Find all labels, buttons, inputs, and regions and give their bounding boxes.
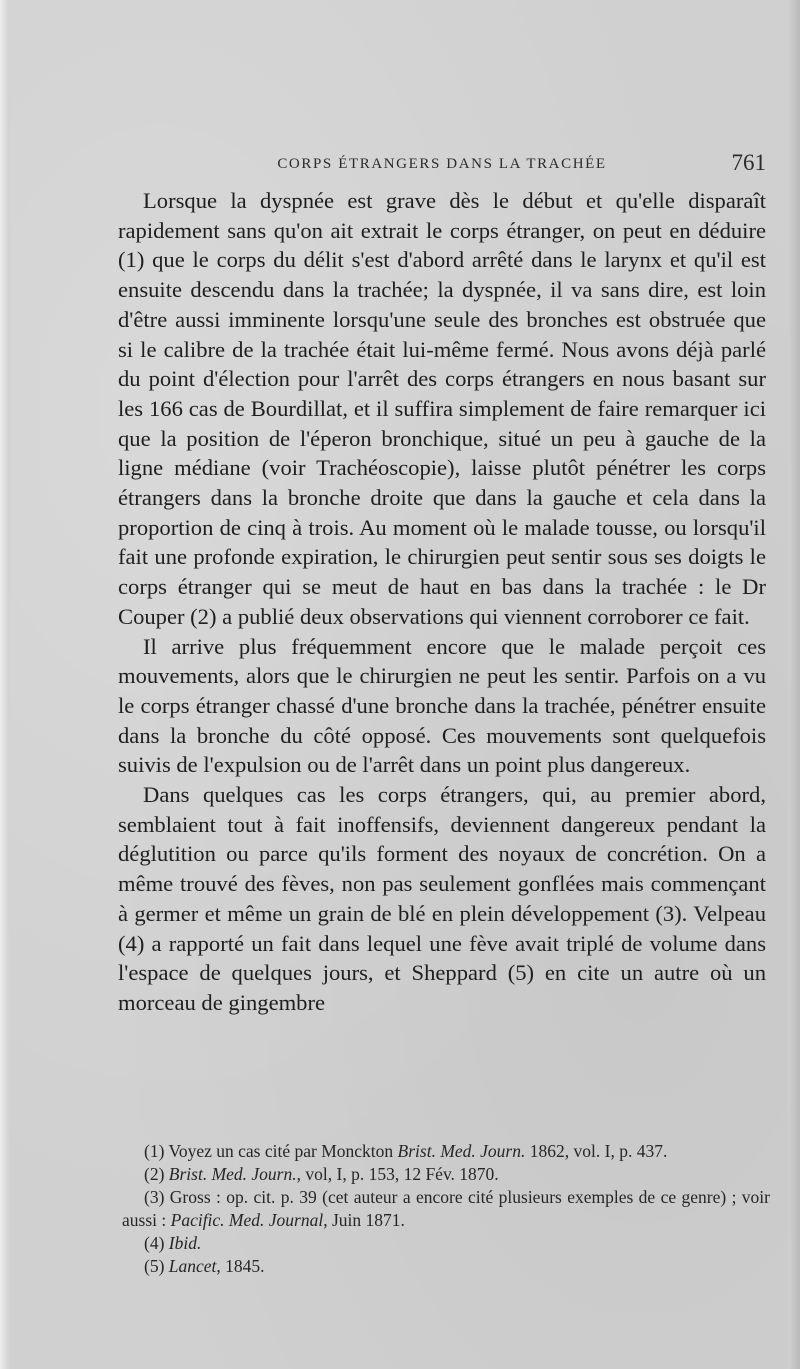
footnote-citation: Brist. Med. Journ. bbox=[168, 1164, 297, 1184]
footnote-text: , Juin 1871. bbox=[323, 1210, 405, 1230]
footnote-text: 1862, vol. I, p. 437. bbox=[525, 1141, 668, 1161]
footnote bbox=[122, 1163, 770, 1186]
footnote-citation: Ibid. bbox=[168, 1233, 202, 1253]
footnote-citation: Brist. Med. Journ. bbox=[397, 1141, 526, 1161]
footnote-number: (5) bbox=[144, 1256, 165, 1276]
footnote-text: , 1845. bbox=[216, 1256, 265, 1276]
footnote-text: Voyez un cas cité par Monckton bbox=[168, 1141, 398, 1161]
footnote-number: (1) bbox=[144, 1141, 165, 1161]
running-head bbox=[118, 150, 766, 178]
page-left-edge bbox=[0, 0, 10, 1369]
footnote-citation: Lancet bbox=[168, 1256, 217, 1276]
footnotes bbox=[122, 1140, 770, 1278]
paragraph: Il arrive plus fréquemment encore que le malade perçoit ces mouvements, alors que le chirurgien ne peut les sentir. Parfois on a vu le corps étranger chassé d'une bronche dans la trachée, pénétrer ensuite dans la bronche du côté opposé. Ces mouvements sont quelquefois suivis de l'expulsion ou de l'arrêt dans un point plus dangereux. bbox=[118, 633, 766, 778]
footnote bbox=[122, 1140, 770, 1163]
footnote-text: Gross : op. cit. p. 39 (cet auteur a encore cité plusieurs exemples de ce genre) ; voir aussi : bbox=[122, 1187, 770, 1230]
page-number: 761 bbox=[731, 150, 766, 175]
running-title: CORPS ÉTRANGERS DANS LA TRACHÉE bbox=[277, 156, 607, 172]
page-right-edge bbox=[788, 0, 800, 1369]
footnote-citation: Pacific. Med. Journal bbox=[170, 1210, 324, 1230]
footnote bbox=[122, 1232, 770, 1255]
footnote bbox=[122, 1186, 770, 1232]
footnote-number: (4) bbox=[144, 1233, 165, 1253]
footnote bbox=[122, 1255, 770, 1278]
body-text bbox=[118, 186, 766, 1018]
footnote-number: (2) bbox=[144, 1164, 165, 1184]
paragraph: Lorsque la dyspnée est grave dès le début et qu'elle disparaît rapidement sans qu'on ait extrait le corps étranger, on peut en déduire (1) que le corps du délit s'est d'abord arrêté dans le larynx et qu'il est ensuite descendu dans la trachée; la dyspnée, il va sans dire, est loin d'être aussi imminente lorsqu'une seule des bronches est obstruée que si le calibre de la trachée était lui-même fermé. Nous avons déjà parlé du point d'élection pour l'arrêt des corps étrangers en nous basant sur les 166 cas de Bourdillat, et il suffira simplement de faire remarquer ici que la position de l'éperon bronchique, situé un peu à gauche de la ligne médiane (voir Trachéoscopie), laisse plutôt pénétrer les corps étrangers dans la bronche droite que dans la gauche et cela dans la proportion de cinq à trois. Au moment où le malade tousse, ou lorsqu'il fait une profonde expiration, le chirurgien peut sentir sous ses doigts le corps étranger qui se meut de haut en bas dans la trachée : le Dr Couper (2) a publié deux observations qui viennent corroborer ce fait. bbox=[118, 188, 766, 629]
paragraph: Dans quelques cas les corps étrangers, qui, au premier abord, semblaient tout à fait inoffensifs, deviennent dangereux pendant la déglutition ou parce qu'ils forment des noyaux de concrétion. On a même trouvé des fèves, non pas seulement gonflées mais commençant à germer et même un grain de blé en plein développement (3). Velpeau (4) a rapporté un fait dans lequel une fève avait triplé de volume dans l'espace de quelques jours, et Sheppard (5) en cite un autre où un morceau de gingembre bbox=[118, 782, 766, 1015]
footnote-number: (3) bbox=[144, 1187, 165, 1207]
footnote-text: , vol, I, p. 153, 12 Fév. 1870. bbox=[296, 1164, 499, 1184]
